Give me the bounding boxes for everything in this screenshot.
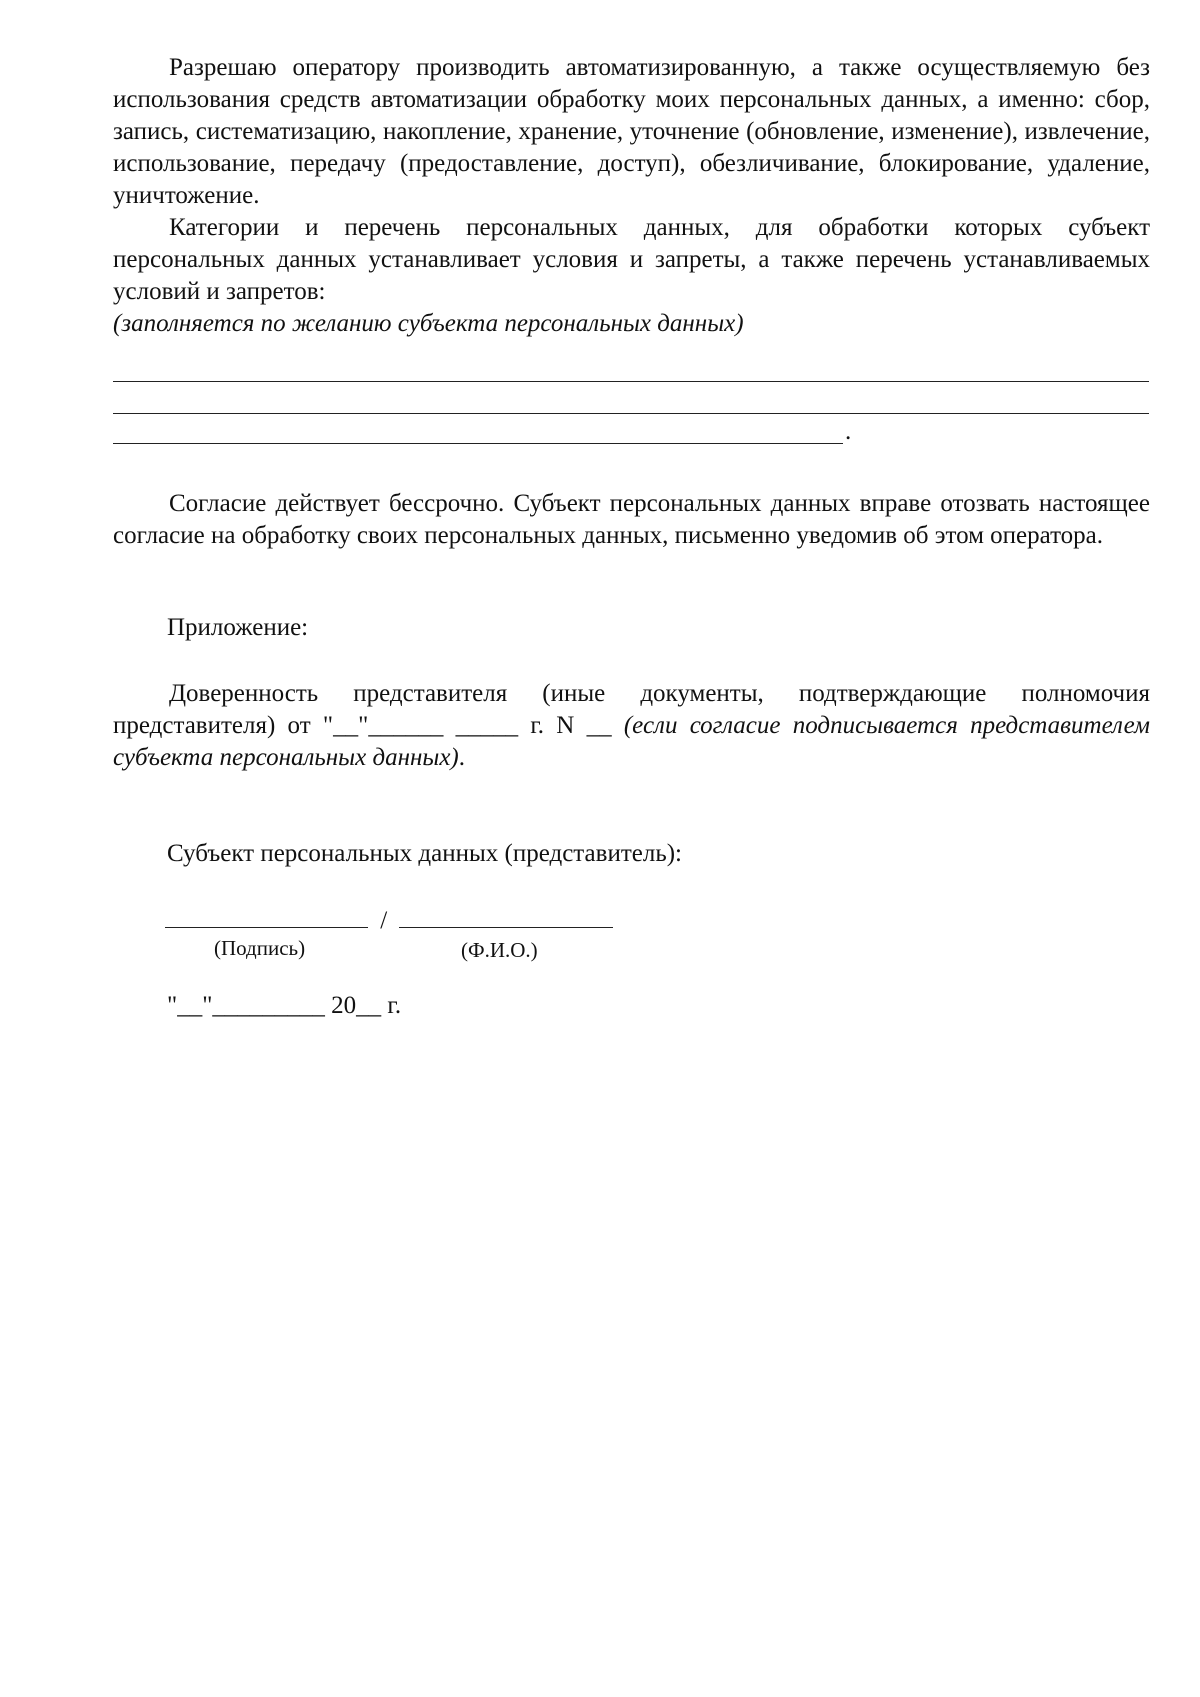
categories-note: (заполняется по желанию субъекта персональных данных) <box>113 310 744 337</box>
consent-section <box>113 52 1150 340</box>
signature-line <box>165 903 368 928</box>
consent-paragraph: Разрешаю оператору производить автоматизированную, а также осуществляемую без использования средств автоматизации обработку моих персональных данных, а именно: сбор, запись, систематизацию, накопление, хранение, уточнение (обновление, изменение), извлечение, использование, передачу (предоставление, доступ), обезличивание, блокирование, удаление, уничтожение. <box>113 54 1150 209</box>
proxy-paragraph-text: Доверенность представителя (иные документы, подтверждающие полномочия представителя) от "__"______ _____ г. N __ <box>113 680 1150 739</box>
proxy-paragraph-note: (если согласие подписывается представителем субъекта персональных данных) <box>113 712 1150 771</box>
subject-heading: Субъект персональных данных (представитель): <box>167 840 682 867</box>
signature-separator: / <box>380 907 388 934</box>
name-caption: (Ф.И.О.) <box>461 938 538 962</box>
validity-section <box>113 488 1150 552</box>
signature-row <box>165 903 613 937</box>
fill-in-line-1 <box>113 381 1149 382</box>
name-line <box>399 903 613 928</box>
fill-in-end-period: . <box>845 418 852 445</box>
fill-in-line-2 <box>113 413 1149 414</box>
proxy-section <box>113 678 1150 774</box>
proxy-paragraph-end: . <box>458 744 466 771</box>
signature-caption: (Подпись) <box>214 936 306 960</box>
appendix-heading: Приложение: <box>167 614 309 641</box>
proxy-paragraph <box>113 678 1150 774</box>
date-line: "__"_________ 20__ г. <box>167 992 402 1019</box>
fill-in-line-3 <box>113 443 843 444</box>
validity-paragraph: Согласие действует бессрочно. Субъект персональных данных вправе отозвать настоящее согласие на обработку своих персональных данных, письменно уведомив об этом оператора. <box>113 490 1150 549</box>
categories-paragraph: Категории и перечень персональных данных, для обработки которых субъект персональных данных устанавливает условия и запреты, а также перечень устанавливаемых условий и запретов: <box>113 214 1150 305</box>
